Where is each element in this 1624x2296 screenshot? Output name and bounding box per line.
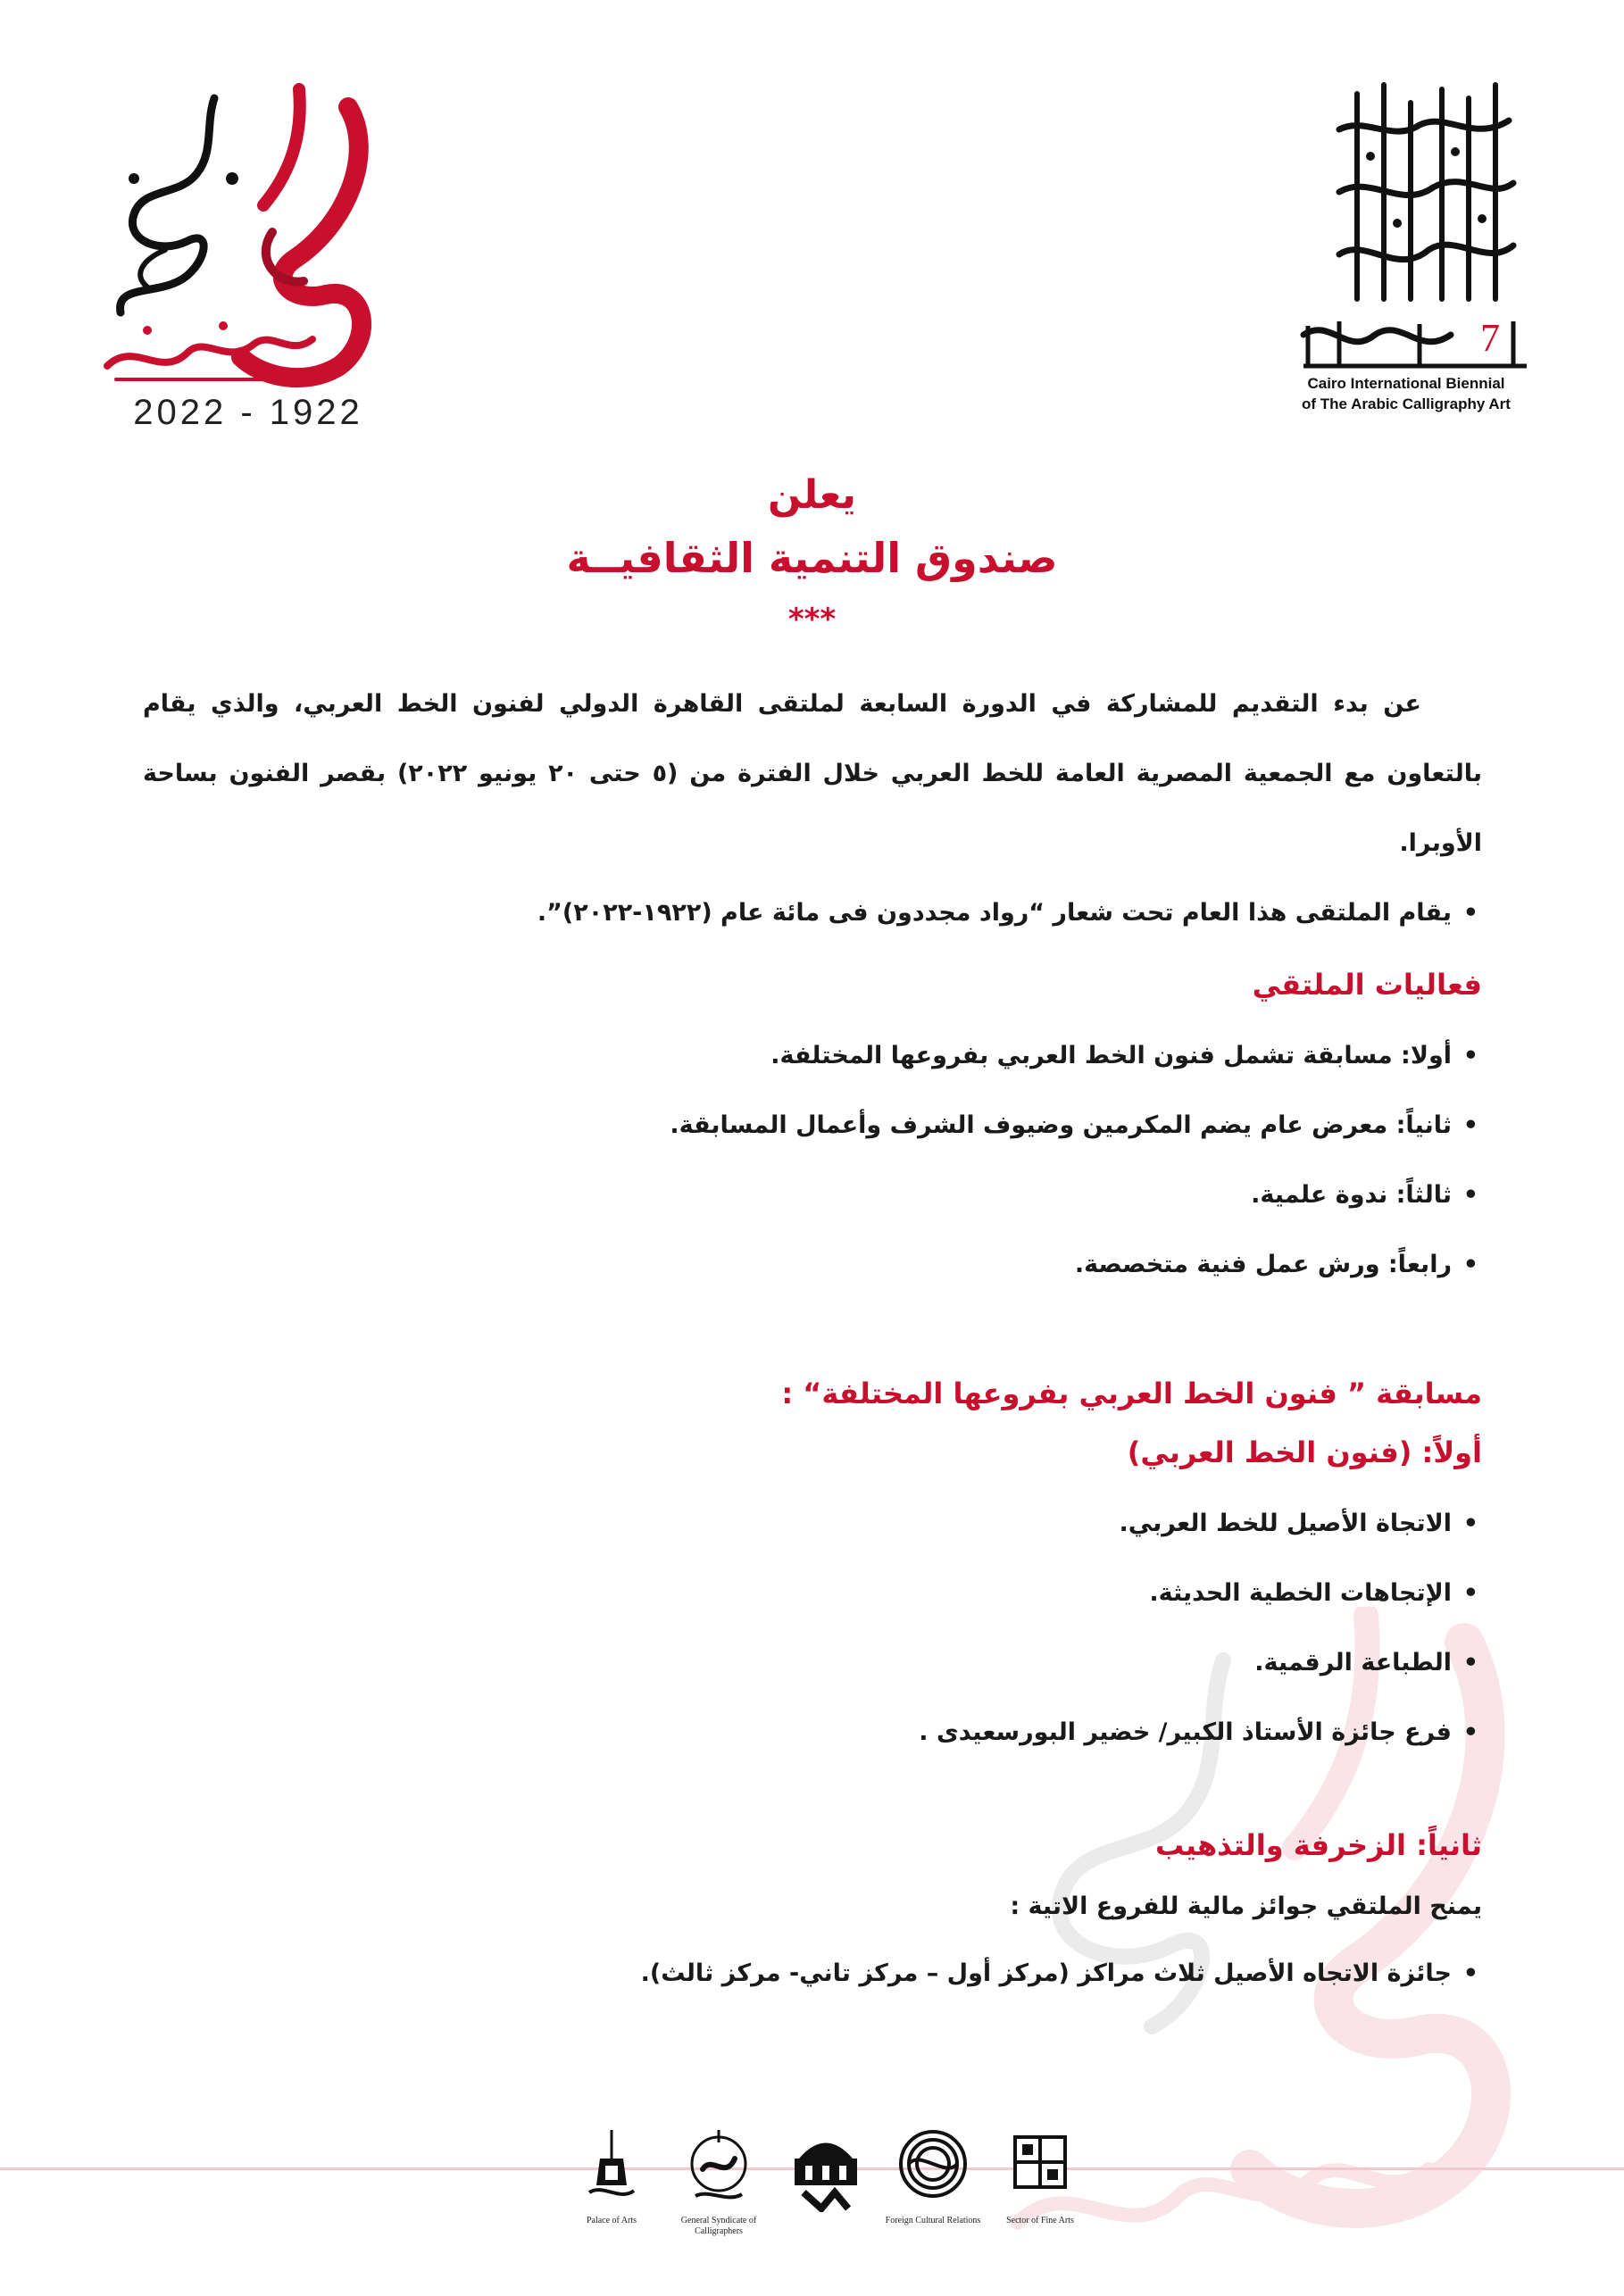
biennial-line1: Cairo International Biennial <box>1307 375 1505 392</box>
years-text: 2022 - 1922 <box>133 393 363 432</box>
relations-caption: Foreign Cultural Relations <box>885 2216 981 2225</box>
palace-caption: Palace of Arts <box>586 2216 637 2225</box>
section1-item: • فرع جائزة الأستاذ الكبير/ خضير البورسعيدى . <box>143 1698 1482 1768</box>
footer-logo-opera <box>777 2123 875 2257</box>
event-item: • رابعاً: ورش عمل فنية متخصصة. <box>143 1230 1482 1300</box>
slogan-list <box>143 878 1482 948</box>
event-item: • ثانياً: معرض عام يضم المكرمين وضيوف الشرف وأعمال المسابقة. <box>143 1091 1482 1160</box>
events-heading: فعاليات الملتقي <box>1252 968 1482 1002</box>
section1-item: • الاتجاة الأصيل للخط العربي. <box>143 1489 1482 1559</box>
opera-house-icon <box>786 2123 866 2212</box>
section1-heading: أولاً: (فنون الخط العربي) <box>1127 1435 1482 1469</box>
footer-logo-relations <box>884 2123 982 2257</box>
announce-title: يعلن <box>768 472 856 518</box>
section2-heading: ثانياً: الزخرفة والتذهيب <box>1155 1828 1482 1862</box>
rowad-mogadedoon-logo <box>80 71 402 437</box>
section1-item: • الإتجاهات الخطية الحديثة. <box>143 1559 1482 1628</box>
footer-logo-fine-arts <box>991 2123 1089 2257</box>
events-list <box>143 1021 1482 1300</box>
event-item: • أولا: مسابقة تشمل فنون الخط العربي بفروعها المختلفة. <box>143 1021 1482 1091</box>
section2-note: يمنح الملتقي جوائز مالية للفروع الاتية : <box>1010 1893 1482 1920</box>
svg-text:7: 7 <box>1480 316 1500 360</box>
section2-list <box>143 1939 1482 2009</box>
fine-arts-caption: Sector of Fine Arts <box>1006 2216 1074 2225</box>
title-block <box>0 464 1624 645</box>
footer-logos <box>554 2123 1107 2257</box>
event-item: • ثالثاً: ندوة علمية. <box>143 1160 1482 1230</box>
announcement-body <box>143 670 1482 2009</box>
cairo-calligraphy-forum-logo <box>1286 67 1553 424</box>
foreign-cultural-relations-icon <box>893 2123 973 2212</box>
title-stars: *** <box>787 602 837 637</box>
intro-paragraph: عن بدء التقديم للمشاركة في الدورة السابعة لملتقى القاهرة الدولي لفنون الخط العربي، والذي يقام بالتعاون مع الجمعية المصرية العامة للخط العربي خلال الفترة من (٥ حتى ٢٠ يونيو ٢٠٢٢) بقصر الفنون بساحة الأوبرا. <box>143 690 1482 857</box>
section1-list <box>143 1489 1482 1768</box>
section2-item: • جائزة الاتجاه الأصيل ثلاث مراكز (مركز أول – مركز تاني- مركز ثالث). <box>143 1939 1482 2009</box>
calligraphers-syndicate-icon <box>683 2123 754 2212</box>
slogan-bullet: • يقام الملتقى هذا العام تحت شعار “رواد مجددون فى مائة عام (١٩٢٢-٢٠٢٢)”. <box>143 878 1482 948</box>
biennial-caption <box>1254 373 1558 414</box>
palace-of-arts-icon <box>580 2123 643 2212</box>
fund-title: صندوق التنمية الثقافيــة <box>566 534 1058 582</box>
sector-of-fine-arts-icon <box>1004 2123 1076 2212</box>
section1-item: • الطباعة الرقمية. <box>143 1628 1482 1698</box>
competition-heading: مسابقة ” فنون الخط العربي بفروعها المختلفة“ : <box>781 1377 1482 1410</box>
footer-logo-palace <box>562 2123 661 2257</box>
syndicate-caption: General Syndicate of Calligraphers <box>680 2216 757 2236</box>
biennial-line2: of The Arabic Calligraphy Art <box>1302 395 1511 412</box>
footer-logo-syndicate <box>670 2123 768 2257</box>
